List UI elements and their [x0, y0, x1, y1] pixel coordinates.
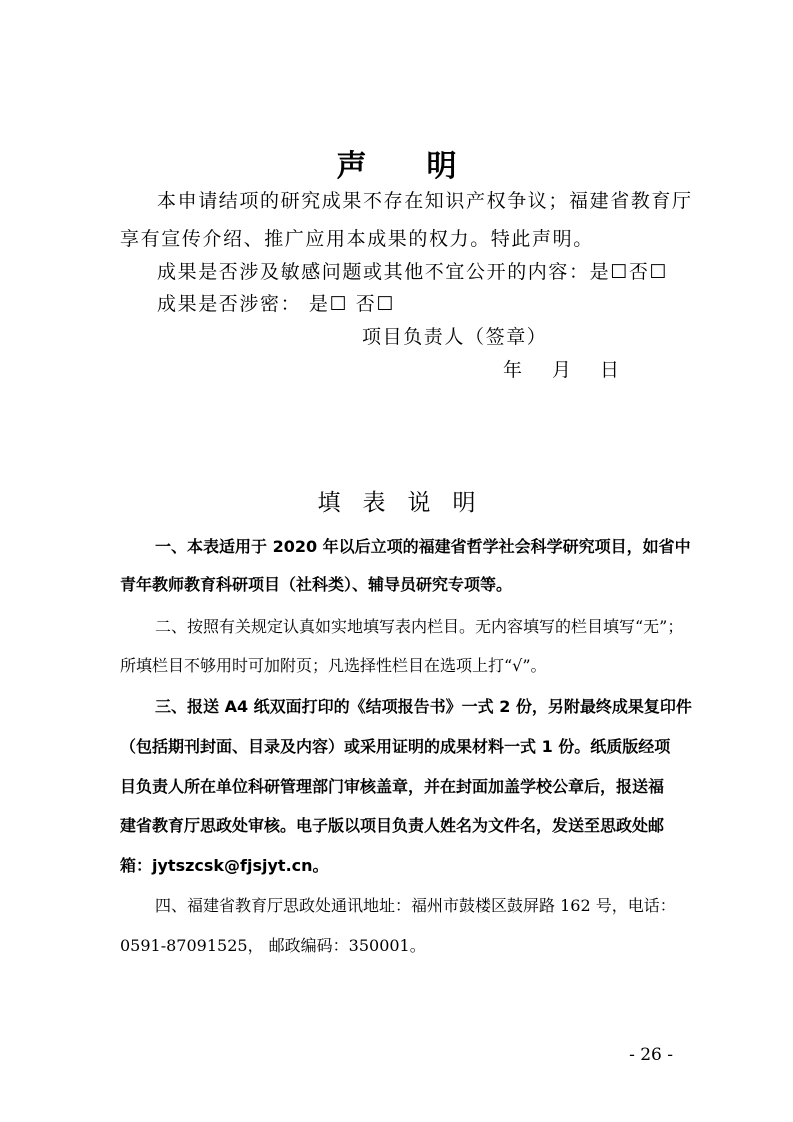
- date-year-label: 年: [503, 359, 524, 381]
- instruction-3-line-4: 建省教育厅思政处审核。电子版以项目负责人姓名为文件名，发送至思政处邮: [120, 816, 665, 835]
- instruction-4-line-2: 0591-87091525， 邮政编码：350001。: [120, 936, 426, 955]
- page-number: - 26 -: [629, 1045, 673, 1065]
- secrecy-question: 成果是否涉密： 是☐ 否☐: [157, 293, 395, 315]
- instruction-3-line-2: （包括期刊封面、目录及内容）或采用证明的成果材料一式 1 份。纸质版经项: [120, 737, 671, 756]
- instruction-3-line-5: 箱：jytszcsk@fjsjyt.cn。: [120, 856, 329, 875]
- date-month-label: 月: [552, 359, 573, 381]
- instruction-2-line-2: 所填栏目不够用时可加附页；凡选择性栏目在选项上打“√”。: [120, 656, 547, 675]
- declaration-line-1: 本申请结项的研究成果不存在知识产权争议；福建省教育厅: [157, 190, 693, 212]
- declaration-title: 声明: [336, 149, 517, 184]
- declaration-line-2: 享有宣传介绍、推广应用本成果的权力。特此声明。: [120, 228, 594, 250]
- instruction-1-line-2: 青年教师教育科研项目（社科类）、辅导员研究专项等。: [120, 575, 513, 594]
- date-day-label: 日: [600, 359, 621, 381]
- instruction-1-line-1: 一、本表适用于 2020 年以后立项的福建省哲学社会科学研究项目，如省中: [155, 537, 691, 556]
- instruction-4-line-1: 四、福建省教育厅思政处通讯地址：福州市鼓楼区鼓屏路 162 号，电话：: [155, 896, 676, 915]
- instruction-3-line-1: 三、报送 A4 纸双面打印的《结项报告书》一式 2 份，另附最终成果复印件: [155, 697, 692, 716]
- instruction-3-line-3: 目负责人所在单位科研管理部门审核盖章，并在封面加盖学校公章后，报送福: [120, 777, 665, 796]
- sensitive-content-question: 成果是否涉及敏感问题或其他不宜公开的内容：是☐否☐: [157, 261, 669, 283]
- instruction-2-line-1: 二、按照有关规定认真如实地填写表内栏目。无内容填写的栏目填写“无”；: [155, 617, 684, 636]
- signature-label: 项目负责人（签章）: [362, 326, 548, 348]
- instructions-title: 填表说明: [317, 490, 498, 516]
